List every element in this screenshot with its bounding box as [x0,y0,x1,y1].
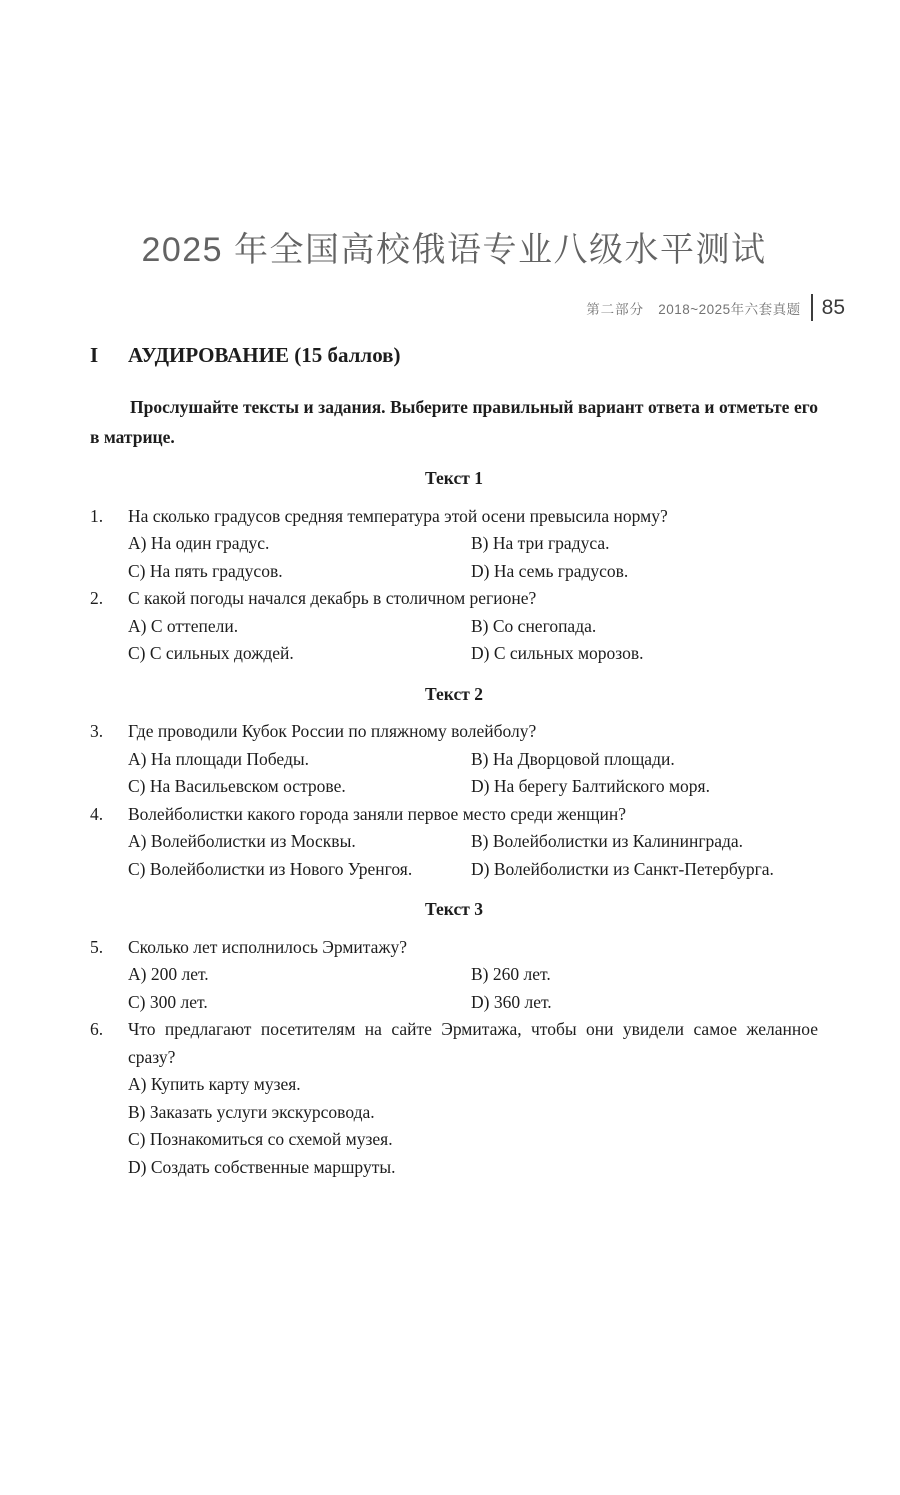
question-2 [90,585,818,668]
option-b: B) Заказать услуги экскурсовода. [128,1101,375,1122]
option-c: C) На пять градусов. [128,560,283,581]
header-divider [811,294,813,321]
text-heading-3: Текст 3 [425,899,483,919]
header-part-label: 第二部分 [586,301,645,317]
text-heading-2: Текст 2 [425,683,483,704]
question-text: Сколько лет исполнилось Эрмитажу? [128,936,408,957]
header-book-label: 2018~2025年六套真题 [658,301,801,317]
option-d: D) 360 лет. [471,991,552,1012]
question-number: 4. [90,803,104,824]
option-d: D) Волейболистки из Санкт-Петербурга. [471,858,774,879]
option-c: C) С сильных дождей. [128,643,294,663]
option-d: D) На семь градусов. [471,560,629,581]
option-b: B) На три градуса. [471,533,610,553]
section-instructions: Прослушайте тексты и задания. Выберите правильный вариант ответа и отметьте его в матрице. [90,397,818,447]
option-c: C) 300 лет. [128,991,208,1012]
question-text: Волейболистки какого города заняли первое место среди женщин? [128,803,626,824]
options-grid [128,530,818,585]
options-grid [128,746,818,801]
question-6 [90,1016,818,1181]
option-b: B) Волейболистки из Калининграда. [471,831,744,851]
question-number: 6. [90,1019,104,1039]
option-b: B) 260 лет. [471,964,551,984]
question-text: Что предлагают посетителям на сайте Эрмитажа, чтобы они увидели самое желанное сразу? [128,1019,818,1067]
option-a: A) На площади Победы. [128,748,309,769]
question-1 [90,503,818,586]
options-grid [128,828,818,883]
question-number: 5. [90,936,104,957]
option-a: A) С оттепели. [128,615,239,636]
option-a: A) 200 лет. [128,964,209,984]
options-list [128,1071,818,1181]
page-number: 85 [821,295,845,319]
section-heading-label: АУДИРОВАНИЕ (15 баллов) [128,343,401,367]
option-c: C) Познакомиться со схемой музея. [128,1129,393,1149]
question-5 [90,934,818,1017]
option-d: D) Создать собственные маршруты. [128,1156,396,1177]
option-a: A) Волейболистки из Москвы. [128,831,356,851]
question-text: С какой погоды начался декабрь в столичном регионе? [128,588,537,608]
options-grid [128,961,818,1016]
document-page [0,228,900,1495]
running-header [586,294,845,321]
question-text: Где проводили Кубок России по пляжному волейболу? [128,721,537,741]
option-d: D) С сильных морозов. [471,643,644,663]
question-4 [90,801,818,884]
question-3 [90,718,818,801]
page-content [0,228,900,1181]
option-b: B) На Дворцовой площади. [471,748,675,769]
option-d: D) На берегу Балтийского моря. [471,776,710,796]
section-numeral: I [90,343,99,367]
option-b: B) Со снегопада. [471,615,597,636]
question-text: На сколько градусов средняя температура этой осени превысила норму? [128,505,668,526]
option-c: C) Волейболистки из Нового Уренгоя. [128,858,413,879]
option-a: A) Купить карту музея. [128,1074,301,1094]
question-number: 2. [90,588,104,608]
options-grid [128,613,818,668]
document-title: 2025 年全国高校俄语专业八级水平测试 [141,231,767,269]
question-number: 3. [90,721,104,741]
question-number: 1. [90,505,104,526]
text-heading-1: Текст 1 [425,468,483,488]
option-c: C) На Васильевском острове. [128,776,346,796]
section-heading [90,342,818,369]
option-a: A) На один градус. [128,533,270,553]
